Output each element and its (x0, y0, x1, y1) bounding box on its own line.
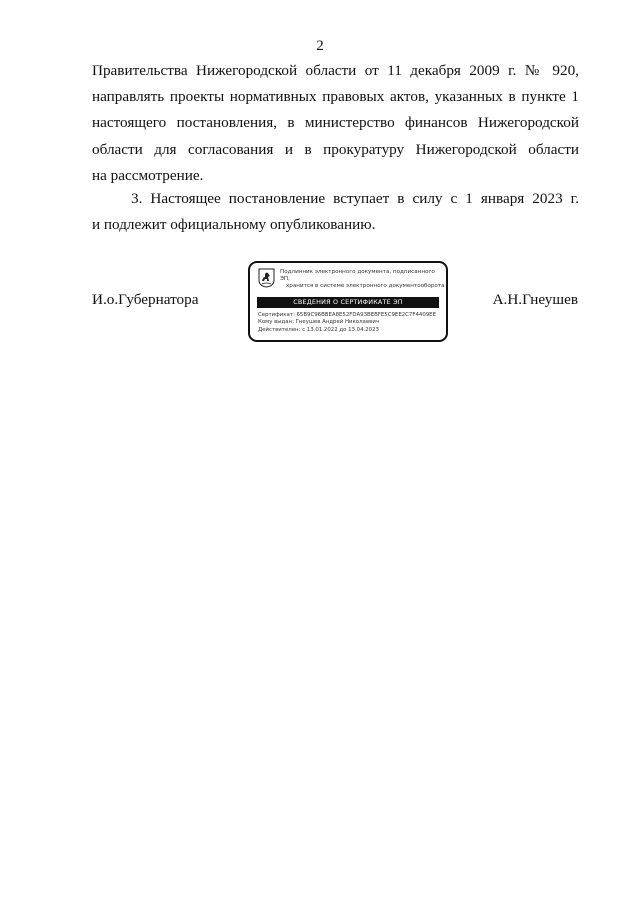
validity-row (258, 327, 442, 334)
text-line: и подлежит официальному опубликованию. (92, 216, 376, 234)
validity-label: Действителен: (258, 326, 301, 333)
text-line: направлять проекты нормативных правовых актов, указанных в пункте 1 (92, 88, 579, 106)
text-line: настоящего постановления, в министерство финансов Нижегородской (92, 114, 579, 132)
page-number: 2 (316, 38, 324, 54)
stamp-header-line: Подлинник электронного документа, подписанного ЭП, (280, 269, 435, 283)
stamp-title-bar: СВЕДЕНИЯ О СЕРТИФИКАТЕ ЭП (257, 297, 439, 308)
stamp-header (280, 269, 446, 291)
issued-to-label: Кому выдан: (258, 319, 294, 326)
issued-to-value: Гнеушев Андрей Николаевич (295, 319, 380, 326)
text-line: Правительства Нижегородской области от 11 декабря 2009 г. № 920, (92, 62, 579, 79)
certificate-value: 65B9C96BBEA8E52FDA93BEBFE5C9EE2C7F4409EE (296, 312, 436, 318)
stamp-header-line: хранится в системе электронного документооборота (286, 283, 445, 290)
validity-value: с 13.01.2022 до 13.04.2023 (302, 326, 379, 333)
paragraph-item-3 (92, 186, 579, 238)
text-line: области для согласования и в прокуратуру Нижегородской области (92, 140, 579, 158)
coat-of-arms-icon (258, 268, 275, 288)
paragraph-continuation (92, 58, 579, 189)
issued-to-row (258, 319, 442, 326)
text-line: на рассмотрение. (92, 166, 204, 184)
stamp-certificate-info (258, 312, 442, 334)
certificate-label: Сертификат: (258, 312, 295, 318)
text-line: 3. Настоящее постановление вступает в силу с 1 января 2023 г. (131, 190, 579, 207)
electronic-signature-stamp (248, 261, 448, 342)
signatory-name: А.Н.Гнеушев (492, 291, 578, 308)
signatory-position: И.о.Губернатора (92, 291, 199, 308)
